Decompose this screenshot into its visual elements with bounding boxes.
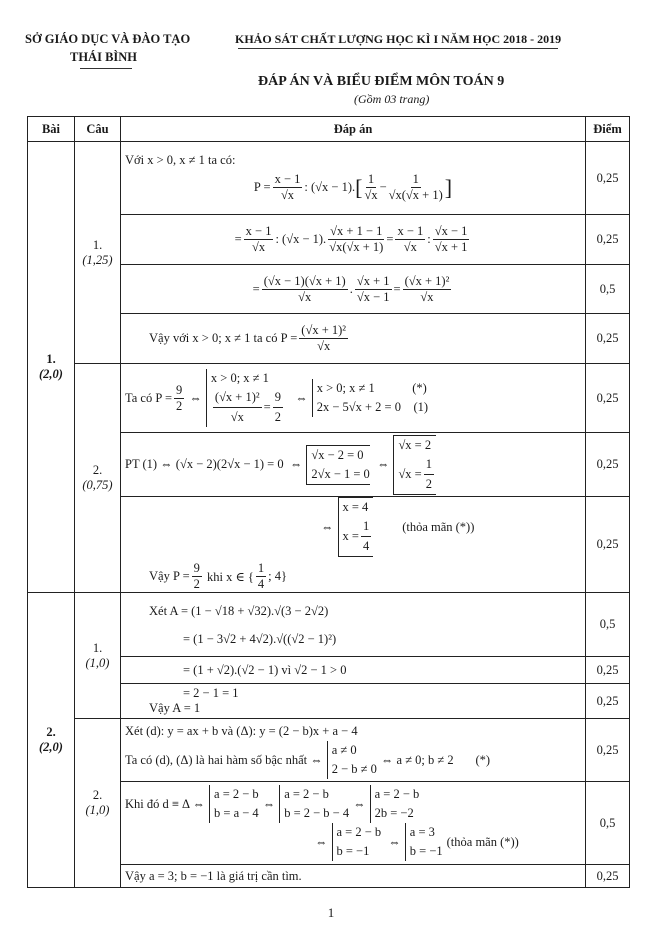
math-formula: Khi đó d ≡ Δ ⇔ a = 2 − b b = a − 4 ⇔ a = 2 − b b = 2 − b − 4 ⇔ a = 2 − b 2b = −2 — [125, 785, 581, 823]
cau-points: (1,25) — [82, 252, 113, 267]
table-header-row — [28, 117, 630, 142]
table-row — [28, 364, 630, 433]
answer-cell — [121, 865, 586, 888]
cau-points: (1,0) — [85, 803, 110, 817]
document-subtitle: (Gồm 03 trang) — [354, 92, 430, 106]
answer-cell — [121, 314, 586, 364]
math-line: = (1 + √2).(√2 − 1) vì √2 − 1 > 0 — [183, 663, 347, 677]
bai-points: (2,0) — [39, 740, 63, 754]
bai-1-cell — [28, 142, 75, 593]
col-header-cau: Câu — [75, 117, 121, 142]
score-cell: 0,25 — [586, 684, 630, 719]
score-cell: 0,25 — [586, 497, 630, 593]
math-line: = 2 − 1 = 1 — [183, 686, 239, 700]
math-formula: = $\frac{(√x - 1)(√x + 1)}{√x}$ . $\frac{√x + 1}{√x - 1}$ = $\frac{\text{(√x + 1)²}}{√x}$ — [252, 273, 450, 304]
col-header-bai: Bài — [28, 117, 75, 142]
score-cell: 0,25 — [586, 657, 630, 684]
math-formula: ⇔ x = 4 x = $\frac{1}{4}$ (thỏa mãn (*)) — [125, 497, 581, 557]
cau-points: (1,0) — [85, 655, 110, 670]
score-cell: 0,25 — [586, 433, 630, 497]
cau-1-2-cell — [75, 364, 121, 593]
fraction: $\frac{x - 1}{√x}$ — [274, 172, 301, 202]
bai-2-cell — [28, 593, 75, 888]
answer-cell — [121, 657, 586, 684]
math-formula: Ta có P = $\frac{9}{2}$ ⇔ x > 0; x ≠ 1 $\frac{\text{(√x + 1)²}}{√x}$ = $\frac{9}{2}$ ⇔ x > 0; x ≠ 1 (*) 2x − 5√x + 2 = 0 (1) — [125, 369, 581, 427]
math-formula: Vậy với x > 0; x ≠ 1 ta có P = $\frac{\text{(√x + 1)²}}{√x}$ — [149, 323, 347, 353]
answer-cell — [121, 433, 586, 497]
fraction: $\frac{1}{√x}$ — [364, 172, 378, 202]
bai-label: 1. — [46, 352, 56, 366]
math-formula: ⇔ a = 2 − b b = −1 ⇔ a = 3 b = −1 (thỏa mãn (*)) — [125, 823, 581, 861]
department-name: SỞ GIÁO DỤC VÀ ĐÀO TẠO — [25, 32, 191, 46]
fraction: $\frac{1}{√x(√x + 1)}$ — [388, 172, 443, 202]
bai-points: (2,0) — [39, 367, 63, 381]
cau-1-1-cell — [75, 142, 121, 364]
cau-label: 2. — [92, 463, 103, 477]
equation-set: x = 4 x = $\frac{1}{4}$ — [338, 497, 374, 557]
math-line: Vậy a = 3; b = −1 là giá trị cần tìm. — [125, 868, 302, 883]
math-line: Xét (d): y = ax + b và (Δ): y = (2 − b)x + a − 4 — [125, 724, 358, 738]
cau-2-1-cell — [75, 593, 121, 719]
answer-cell — [121, 684, 586, 719]
col-header-dap-an: Đáp án — [121, 117, 586, 142]
equation-system: a ≠ 0 2 − b ≠ 0 — [327, 741, 377, 779]
math-line: Vậy A = 1 — [149, 701, 201, 715]
answer-cell — [121, 719, 586, 782]
score-cell: 0,25 — [586, 364, 630, 433]
cau-2-2-cell — [75, 719, 121, 888]
equation-set: √x − 2 = 0 2√x − 1 = 0 — [306, 445, 369, 485]
table-row — [28, 593, 630, 657]
equation-system: x > 0; x ≠ 1 (*) 2x − 5√x + 2 = 0 (1) — [312, 379, 428, 417]
equation-system: a = 2 − b b = 2 − b − 4 — [279, 785, 349, 823]
math-line: = (1 − 3√2 + 4√2).√((√2 − 1)²) — [183, 631, 337, 646]
math-formula: = $\frac{x - 1}{√x}$ : (√x − 1). $\frac{√x + 1 - 1}{√x(√x + 1)}$ = $\frac{x - 1}{√x}$ : $\frac{√x - 1}{√x + 1}$ — [234, 224, 468, 254]
exam-title-underline — [238, 48, 558, 49]
score-cell: 0,25 — [586, 215, 630, 265]
answer-cell — [121, 593, 586, 657]
equation-system: x > 0; x ≠ 1 $\frac{\text{(√x + 1)²}}{√x}$ = $\frac{9}{2}$ — [206, 369, 285, 427]
equation-system: a = 3 b = −1 — [405, 823, 443, 861]
province-underline — [80, 68, 132, 69]
answer-key-table — [27, 116, 630, 888]
answer-cell — [121, 265, 586, 314]
cau-label: 1. — [92, 237, 103, 252]
math-line: Xét A = (1 − √18 + √32).√(3 − 2√2) — [149, 603, 329, 618]
answer-cell — [121, 364, 586, 433]
bai-label: 2. — [46, 725, 56, 739]
col-header-diem: Điểm — [586, 117, 630, 142]
score-cell: 0,5 — [586, 593, 630, 657]
score-cell: 0,5 — [586, 265, 630, 314]
table-row — [28, 719, 630, 782]
score-cell: 0,25 — [586, 314, 630, 364]
math-formula: Vậy P = $\frac{9}{2}$ khi x ∈ { $\frac{1}{4}$ ; 4} — [149, 561, 287, 591]
answer-cell — [121, 782, 586, 865]
math-formula: PT (1) ⇔ (√x − 2)(2√x − 1) = 0 ⇔ √x − 2 = 0 2√x − 1 = 0 ⇔ √x = 2 √x = $\frac{1}{2}$ — [125, 435, 581, 495]
page-number: 1 — [327, 905, 335, 920]
equation-set: √x = 2 √x = $\frac{1}{2}$ — [393, 435, 436, 495]
document-title: ĐÁP ÁN VÀ BIỂU ĐIỂM MÔN TOÁN 9 — [258, 74, 505, 89]
exam-title: KHẢO SÁT CHẤT LƯỢNG HỌC KÌ I NĂM HỌC 2018 - 2019 — [235, 32, 562, 46]
cau-label: 1. — [92, 640, 103, 655]
answer-cell — [121, 142, 586, 215]
score-cell: 0,5 — [586, 782, 630, 865]
cau-label: 2. — [92, 788, 103, 802]
math-formula: P = $\frac{x - 1}{√x}$ : (√x − 1). [ $\frac{1}{√x}$ − $\frac{1}{√x(√x + 1)}$ ] — [253, 172, 453, 202]
score-cell: 0,25 — [586, 719, 630, 782]
answer-cell — [121, 215, 586, 265]
answer-intro: Với x > 0, x ≠ 1 ta có: — [125, 153, 236, 167]
table-row — [28, 142, 630, 215]
score-cell: 0,25 — [586, 142, 630, 215]
equation-system: a = 2 − b b = a − 4 — [209, 785, 259, 823]
equation-system: a = 2 − b 2b = −2 — [370, 785, 420, 823]
province-name: THÁI BÌNH — [70, 50, 138, 64]
cau-points: (0,75) — [82, 478, 113, 492]
math-formula: Ta có (d), (Δ) là hai hàm số bậc nhất ⇔ a ≠ 0 2 − b ≠ 0 ⇔ a ≠ 0; b ≠ 2 (*) — [125, 741, 581, 779]
equation-system: a = 2 − b b = −1 — [332, 823, 382, 861]
score-cell: 0,25 — [586, 865, 630, 888]
answer-cell — [121, 497, 586, 593]
